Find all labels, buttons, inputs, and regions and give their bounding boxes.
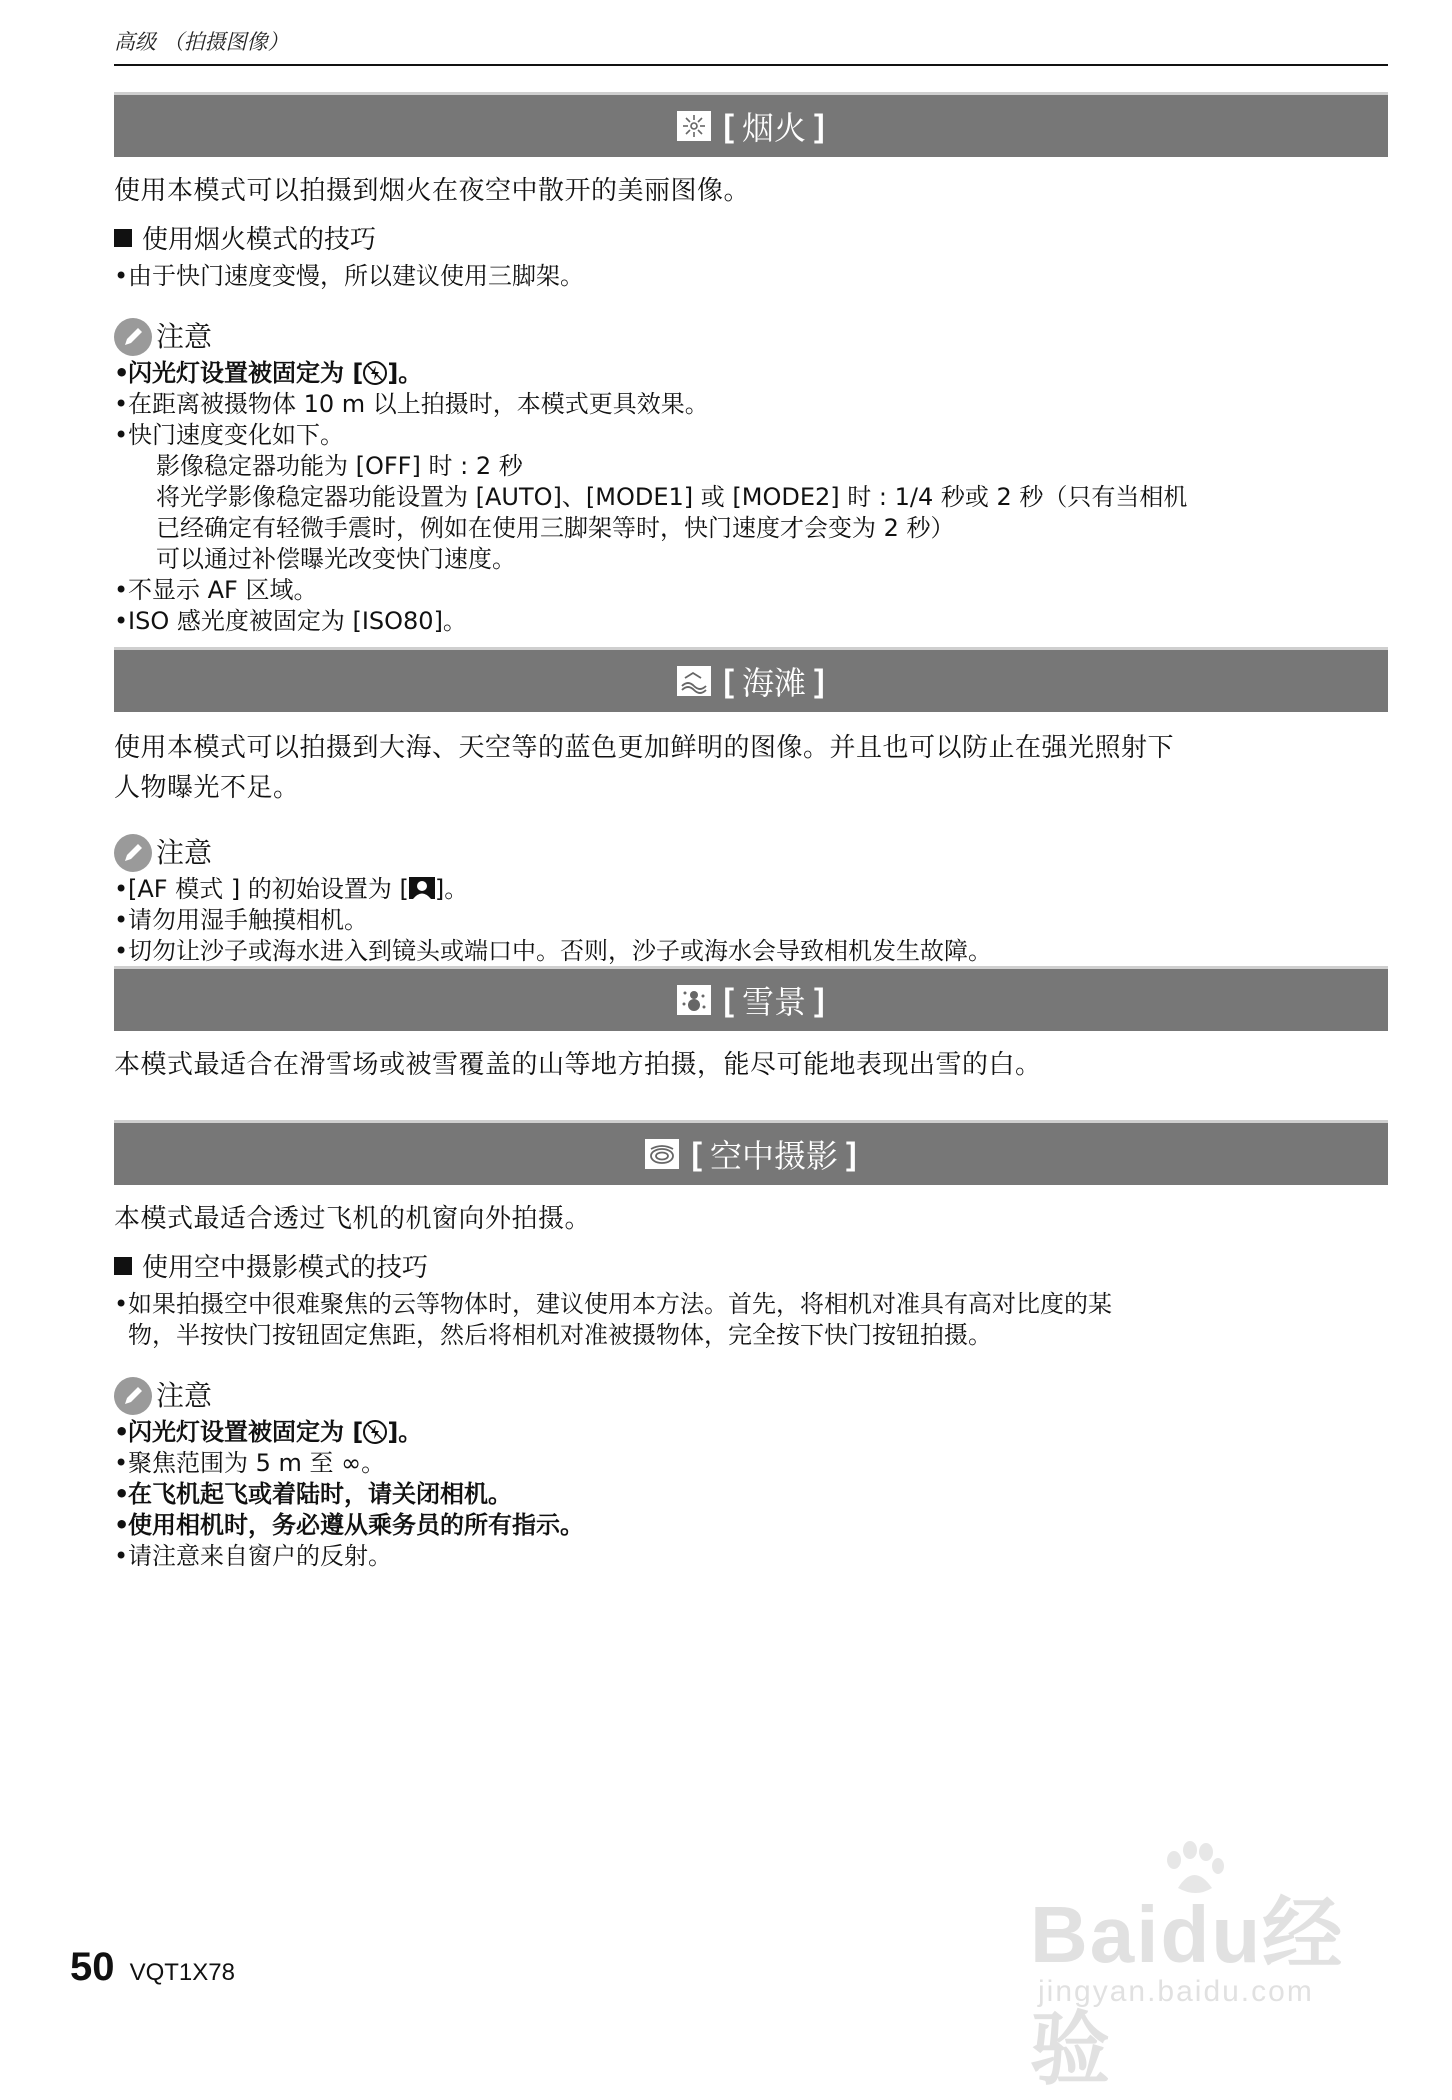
page-number: 50	[70, 1945, 115, 1989]
tip-list	[114, 1289, 1388, 1351]
note-item	[114, 358, 1388, 389]
bracket-close: ]	[814, 662, 825, 699]
bracket-open: [	[691, 1135, 702, 1172]
bracket-open: [	[723, 981, 734, 1018]
flash-off-icon	[363, 1420, 387, 1444]
section-fireworks	[114, 92, 1388, 637]
note-item: • 在飞机起飞或着陆时，请关闭相机。	[114, 1479, 1388, 1510]
tip-item: • 由于快门速度变慢，所以建议使用三脚架。	[114, 261, 1388, 292]
section-title-bar	[114, 966, 1388, 1031]
note-heading	[114, 834, 1388, 872]
section-title: 雪景	[741, 983, 806, 1021]
note-item: • ISO 感光度被固定为 [ISO80]。	[114, 606, 1388, 637]
note-list	[114, 874, 1388, 967]
note-item: • 聚焦范围为 5 m 至 ∞。	[114, 1448, 1388, 1479]
note-item: • 快门速度变化如下。	[114, 420, 1388, 451]
note-item: • 在距离被摄物体 10 m 以上拍摄时，本模式更具效果。	[114, 389, 1388, 420]
face-detection-icon	[409, 877, 435, 899]
section-description	[114, 728, 1388, 808]
aerial-photo-icon	[645, 1139, 679, 1169]
square-bullet-icon	[114, 229, 132, 247]
flash-off-icon	[363, 361, 387, 385]
fireworks-icon	[677, 111, 711, 141]
note-item	[114, 1417, 1388, 1448]
tip-list	[114, 261, 1388, 292]
section-title: 空中摄影	[709, 1137, 838, 1175]
note-text-end: ]。	[387, 359, 423, 387]
section-beach	[114, 647, 1388, 967]
note-item: • 请勿用湿手触摸相机。	[114, 905, 1388, 936]
note-text: [AF 模式 ] 的初始设置为 [	[128, 875, 409, 903]
tip-heading	[114, 1249, 1388, 1287]
baidu-watermark	[1030, 1840, 1360, 2094]
note-label: 注意	[156, 320, 213, 353]
note-text-end: ]。	[434, 875, 469, 903]
header-rule	[114, 64, 1388, 66]
note-label: 注意	[156, 1379, 213, 1412]
note-item: • 切勿让沙子或海水进入到镜头或端口中。否则，沙子或海水会导致相机发生故障。	[114, 936, 1388, 967]
section-description: 使用本模式可以拍摄到烟火在夜空中散开的美丽图像。	[114, 176, 751, 206]
beach-icon	[677, 666, 711, 696]
note-item: • 不显示 AF 区域。	[114, 575, 1388, 606]
section-aerial-photo	[114, 1120, 1388, 1572]
tip-heading-text: 使用烟火模式的技巧	[142, 225, 377, 255]
section-title-bar	[114, 647, 1388, 712]
section-title-bar	[114, 92, 1388, 157]
model-code: VQT1X78	[129, 1959, 235, 1986]
pencil-note-icon	[114, 834, 152, 872]
note-label: 注意	[156, 836, 213, 869]
bracket-close: ]	[846, 1135, 857, 1172]
tip-item: • 如果拍摄空中很难聚焦的云等物体时，建议使用本方法。首先，将相机对准具有高对比度的某	[114, 1289, 1388, 1320]
bracket-close: ]	[814, 981, 825, 1018]
note-text: 闪光灯设置被固定为 [	[128, 1418, 364, 1446]
section-description: 本模式最适合在滑雪场或被雪覆盖的山等地方拍摄，能尽可能地表现出雪的白。	[114, 1050, 1042, 1080]
tip-item-continued: 物，半按快门按钮固定焦距，然后将相机对准被摄物体，完全按下快门按钮拍摄。	[128, 1321, 992, 1349]
description-line: 人物曝光不足。	[114, 773, 300, 803]
note-subitem: 已经确定有轻微手震时，例如在使用三脚架等时，快门速度才会变为 2 秒）	[156, 514, 955, 542]
watermark-brand: Baidu经验	[1030, 1890, 1345, 2094]
section-title-bar	[114, 1120, 1388, 1185]
note-item: • 使用相机时，务必遵从乘务员的所有指示。	[114, 1510, 1388, 1541]
note-text: 闪光灯设置被固定为 [	[128, 359, 364, 387]
tip-heading	[114, 221, 1388, 259]
note-subitem: 影像稳定器功能为 [OFF] 时 : 2 秒	[156, 452, 523, 480]
section-title: 海滩	[741, 664, 806, 702]
note-list	[114, 358, 1388, 637]
note-list	[114, 1417, 1388, 1572]
snow-icon	[677, 985, 711, 1015]
note-item: • 请注意来自窗户的反射。	[114, 1541, 1388, 1572]
bracket-open: [	[723, 107, 734, 144]
section-snow	[114, 966, 1388, 1085]
pencil-note-icon	[114, 1377, 152, 1415]
note-item	[114, 874, 1388, 905]
note-heading	[114, 318, 1388, 356]
page-footer	[70, 1945, 235, 1990]
running-head: 高级 （拍摄图像）	[114, 30, 289, 54]
bracket-close: ]	[814, 107, 825, 144]
square-bullet-icon	[114, 1257, 132, 1275]
tip-heading-text: 使用空中摄影模式的技巧	[142, 1253, 429, 1283]
watermark-url: jingyan.baidu.com	[1038, 1975, 1314, 2008]
bracket-open: [	[723, 662, 734, 699]
note-text-end: ]。	[387, 1418, 423, 1446]
section-title: 烟火	[741, 109, 806, 147]
note-subitem: 可以通过补偿曝光改变快门速度。	[156, 545, 516, 573]
section-description: 本模式最适合透过飞机的机窗向外拍摄。	[114, 1204, 592, 1234]
note-heading	[114, 1377, 1388, 1415]
pencil-note-icon	[114, 318, 152, 356]
description-line: 使用本模式可以拍摄到大海、天空等的蓝色更加鲜明的图像。并且也可以防止在强光照射下	[114, 733, 1175, 763]
note-subitem: 将光学影像稳定器功能设置为 [AUTO]、[MODE1] 或 [MODE2] 时 : 1/4 秒或 2 秒（只有当相机	[156, 483, 1188, 511]
